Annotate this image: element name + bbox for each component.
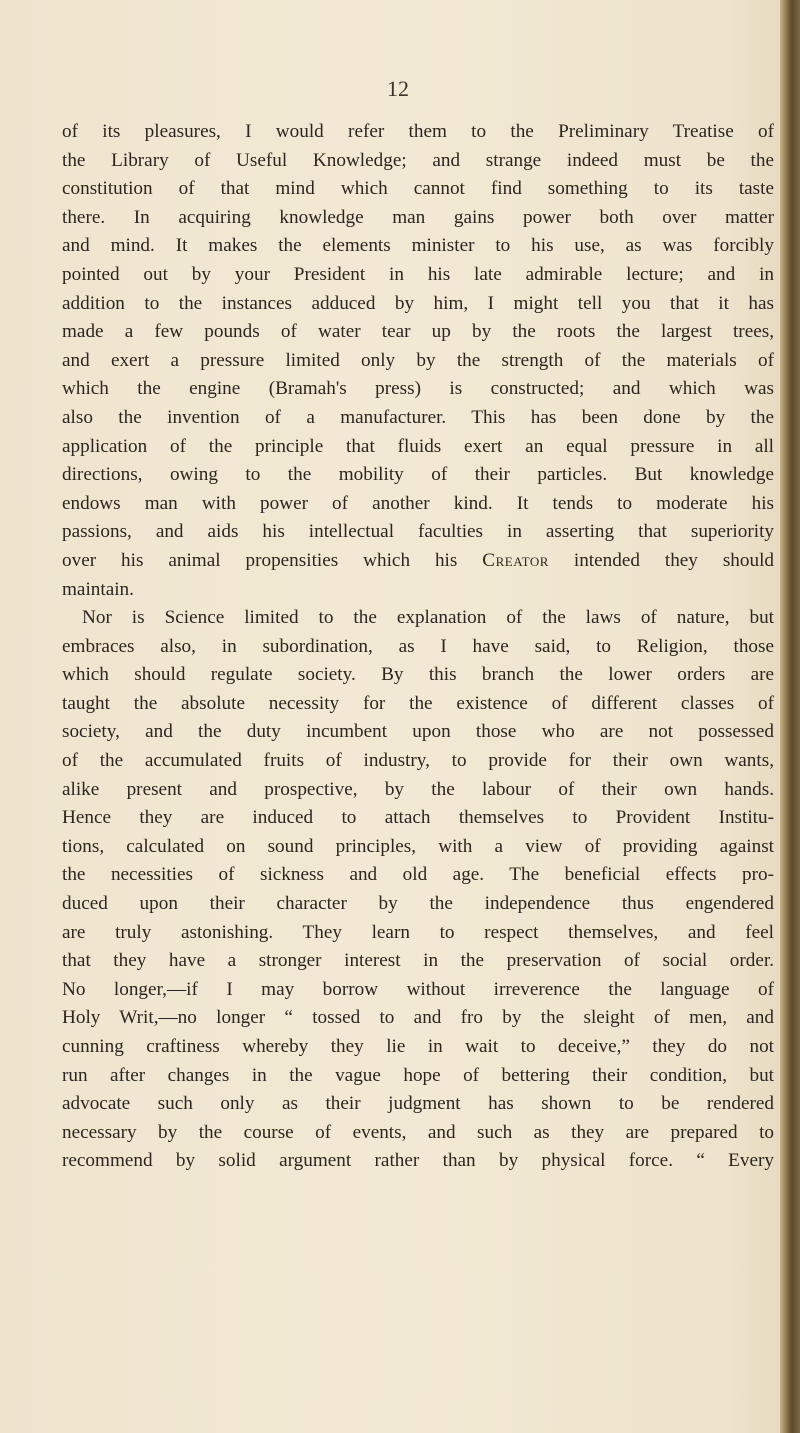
text-line: run after changes in the vague hope of bettering their condition, but <box>62 1064 774 1086</box>
text-segment: intended they should <box>573 549 774 571</box>
text-line: endows man with power of another kind. It tends to moderate his <box>62 492 774 514</box>
text-line: of the accumulated fruits of industry, to provide for their own wants, <box>62 750 774 772</box>
text-line: application of the principle that fluids exert an equal pressure in all <box>62 435 774 457</box>
text-line: which the engine (Bramah's press) is constructed; and which was <box>62 378 774 400</box>
text-line: Nor is Science limited to the explanation of the laws of nature, but <box>82 607 774 629</box>
text-line: the Library of Useful Knowledge; and strange indeed must be the <box>62 149 774 171</box>
text-segment: over his animal propensities which his <box>62 549 458 571</box>
text-line: advocate such only as their judgment has shown to be rendered <box>62 1093 774 1115</box>
text-line: cunning craftiness whereby they lie in wait to deceive,” they do not <box>62 1036 774 1057</box>
text-line: addition to the instances adduced by him, I might tell you that it has <box>62 292 774 314</box>
text-line: the necessities of sickness and old age. The beneficial effects pro- <box>62 864 774 886</box>
text-line: pointed out by your President in his late admirable lecture; and in <box>62 263 774 285</box>
text-line: embraces also, in subordination, as I have said, to Religion, those <box>62 635 774 657</box>
text-line: and mind. It makes the elements minister to his use, as was forcibly <box>62 235 774 257</box>
text-line: also the invention of a manufacturer. This has been done by the <box>62 406 774 428</box>
page-number: 12 <box>387 76 409 101</box>
text-line: alike present and prospective, by the labour of their own hands. <box>62 778 774 800</box>
text-line: constitution of that mind which cannot find something to its taste <box>62 178 774 200</box>
text-line: tions, calculated on sound principles, with a view of providing against <box>62 835 774 857</box>
text-line <box>62 547 774 576</box>
text-line: there. In acquiring knowledge man gains power both over matter <box>62 206 774 228</box>
text-line: duced upon their character by the independence thus engendered <box>62 893 774 915</box>
text-line: that they have a stronger interest in the preservation of social order. <box>62 950 774 972</box>
page-edge <box>780 0 800 1433</box>
text-line: recommend by solid argument rather than by physical force. “ Every <box>62 1150 774 1172</box>
text-line: society, and the duty incumbent upon those who are not possessed <box>62 721 774 743</box>
text-line: are truly astonishing. They learn to respect themselves, and feel <box>62 921 774 943</box>
text-line: made a few pounds of water tear up by the roots the largest trees, <box>62 321 774 343</box>
creator-word: Creator <box>482 549 549 571</box>
text-line: Holy Writ,—no longer “ tossed to and fro by the sleight of men, and <box>62 1007 774 1029</box>
text-line: necessary by the course of events, and such as they are prepared to <box>62 1121 774 1143</box>
text-line: Hence they are induced to attach themselves to Provident Institu- <box>62 807 774 829</box>
text-line: of its pleasures, I would refer them to the Preliminary Treatise of <box>62 121 774 142</box>
body-text <box>62 118 774 1176</box>
text-line: taught the absolute necessity for the existence of different classes of <box>62 692 774 714</box>
text-line: passions, and aids his intellectual faculties in asserting that superiority <box>62 521 774 543</box>
text-line: which should regulate society. By this branch the lower orders are <box>62 664 774 686</box>
text-line: maintain. <box>62 578 134 600</box>
text-line: and exert a pressure limited only by the strength of the materials of <box>62 349 774 371</box>
text-line: directions, owing to the mobility of their particles. But knowledge <box>62 464 774 486</box>
text-line: No longer,—if I may borrow without irreverence the language of <box>62 978 774 1000</box>
